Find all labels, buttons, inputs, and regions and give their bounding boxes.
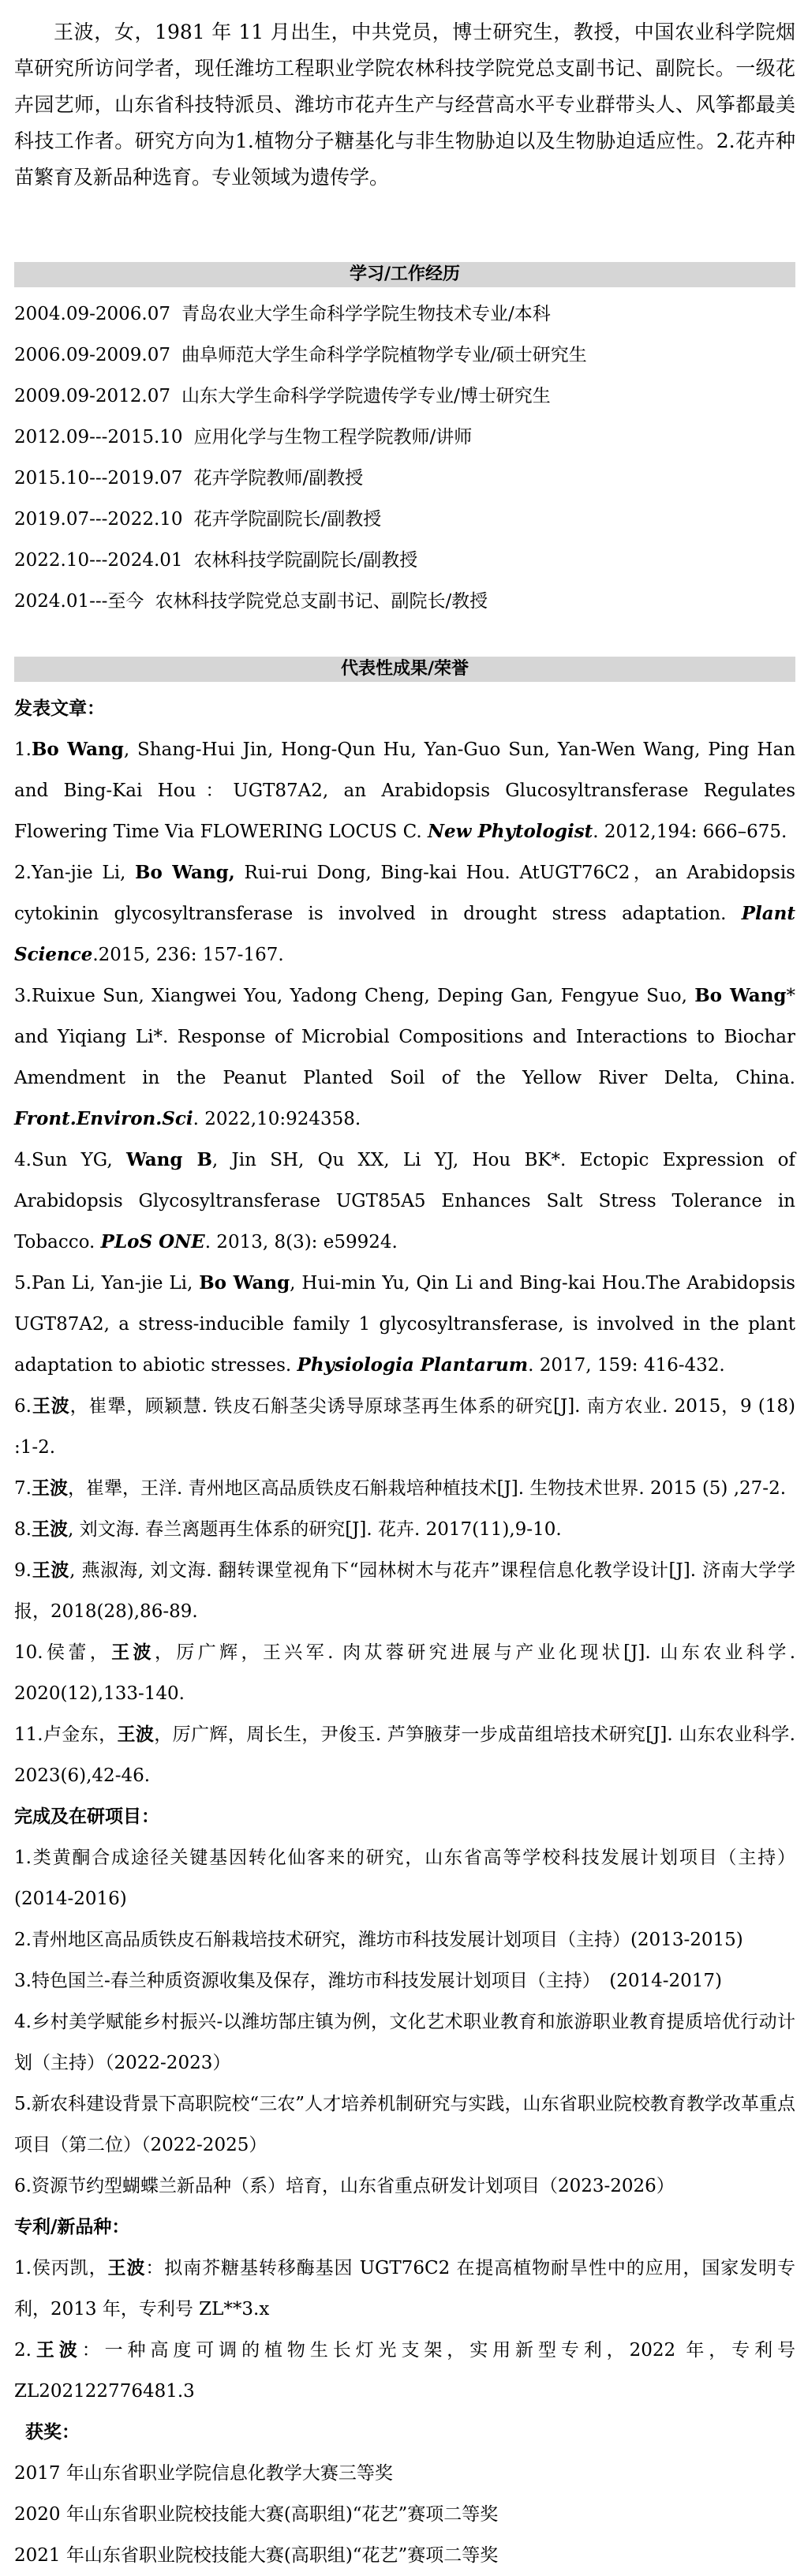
author-highlight: 王波: [31, 1477, 68, 1499]
history-item: [14, 499, 795, 540]
history-item: [14, 376, 795, 417]
award-entry: 2021 年山东省职业院校技能大赛(高职组)“花艺”赛项二等奖: [14, 2545, 499, 2566]
history-desc: 曲阜师范大学生命科学学院植物学专业/硕士研究生: [181, 345, 587, 365]
publication-entry: 2.Yan-jie Li, Bo Wang, Rui-rui Dong, Bing-kai Hou. AtUGT76C2，an Arabidopsis cytokinin glycosyltransferase is involved in drought stress adaptation. Plant Science.2015, 236: 157-167.: [14, 862, 795, 965]
project-entry: 4.乡村美学赋能乡村振兴-以潍坊郜庄镇为例，文化艺术职业教育和旅游职业教育提质培优行动计划（主持）（2022-2023）: [14, 2012, 795, 2073]
history-desc: 应用化学与生物工程学院教师/讲师: [193, 427, 473, 447]
history-period: 2015.10---2019.07: [14, 468, 183, 489]
project-entry: 1.类黄酮合成途径关键基因转化仙客来的研究，山东省高等学校科技发展计划项目（主持）(2014-2016): [14, 1848, 795, 1909]
author-highlight: 王波: [117, 1724, 155, 1745]
project-entry: 5.新农科建设背景下高职院校“三农”人才培养机制研究与实践，山东省职业院校教育教学改革重点项目（第二位）（2022-2025）: [14, 2094, 795, 2155]
author-highlight: Bo Wang: [199, 1272, 290, 1294]
award-entry: 2017 年山东省职业学院信息化教学大赛三等奖: [14, 2463, 393, 2484]
journal-name: New Phytologist: [427, 821, 593, 842]
patents-title: 专利/新品种：: [14, 2217, 130, 2237]
bio-intro: [14, 14, 795, 196]
history-item: [14, 294, 795, 335]
publication-entry: 8.王波, 刘文海. 春兰离题再生体系的研究[J]. 花卉. 2017(11),9-10.: [14, 1518, 562, 1540]
history-period: 2022.10---2024.01: [14, 550, 183, 571]
history-period: 2012.09---2015.10: [14, 427, 183, 447]
project-entry: 3.特色国兰-春兰种质资源收集及保存，潍坊市科技发展计划项目（主持） (2014-2017): [14, 1971, 722, 1991]
projects-title: 完成及在研项目：: [14, 1807, 159, 1827]
publications-title: 发表文章：: [14, 698, 105, 719]
journal-name: PLoS ONE: [100, 1231, 205, 1252]
history-period: 2024.01---至今: [14, 591, 144, 612]
publication-entry: 9.王波, 燕淑海, 刘文海. 翻转课堂视角下“园林树木与花卉”课程信息化教学设计[J]. 济南大学学报，2018(28),86-89.: [14, 1559, 796, 1622]
history-period: 2019.07---2022.10: [14, 509, 183, 530]
history-desc: 农林科技学院党总支副书记、副院长/教授: [155, 591, 488, 612]
project-entry: 6.资源节约型蝴蝶兰新品种（系）培育，山东省重点研发计划项目（2023-2026）: [14, 2176, 675, 2196]
history-desc: 花卉学院副院长/副教授: [193, 509, 382, 530]
history-desc: 青岛农业大学生命科学学院生物技术专业/本科: [181, 304, 551, 324]
publication-entry: 10.侯蕾，王波，厉广辉，王兴军. 肉苁蓉研究进展与产业化现状[J]. 山东农业科学. 2020(12),133-140.: [14, 1642, 796, 1704]
publication-entry: 3.Ruixue Sun, Xiangwei You, Yadong Cheng, Deping Gan, Fengyue Suo, Bo Wang* and Yiqiang Li*. Response of Microbial Compositions and Interactions to Biochar Amendment in the Peanut Planted Soil of the Yellow River Delta, China. Front.Environ.Sci. 2022,10:924358.: [14, 985, 796, 1129]
history-list: [14, 294, 795, 622]
bio-paragraph: 王波，女，1981 年 11 月出生，中共党员，博士研究生，教授，中国农业科学院烟草研究所访问学者，现任潍坊工程职业学院农林科技学院党总支副书记、副院长。一级花卉园艺师，山东省科技特派员、潍坊市花卉生产与经营高水平专业群带头人、风筝都最美科技工作者。研究方向为1.植物分子糖基化与非生物胁迫以及生物胁迫适应性。2.花卉种苗繁育及新品种选育。专业领域为遗传学。: [14, 21, 795, 189]
history-item: [14, 540, 795, 581]
history-section-header: 学习/工作经历: [14, 262, 795, 287]
patent-entry: 1.侯丙凯，王波：拟南芥糖基转移酶基因 UGT76C2 在提高植物耐旱性中的应用，国家发明专利，2013 年，专利号 ZL**3.x: [14, 2257, 796, 2320]
history-item: [14, 581, 795, 622]
author-highlight: 王波: [107, 2257, 146, 2278]
project-entry: 2.青州地区高品质铁皮石斛栽培技术研究，潍坊市科技发展计划项目（主持）(2013-2015): [14, 1930, 743, 1950]
history-period: 2006.09-2009.07: [14, 345, 170, 365]
publication-entry: 1.Bo Wang, Shang-Hui Jin, Hong-Qun Hu, Yan-Guo Sun, Yan-Wen Wang, Ping Han and Bing-Kai Hou：UGT87A2, an Arabidopsis Glucosyltransferase Regulates Flowering Time Via FLOWERING LOCUS C. New Phytologist. 2012,194: 666–675.: [14, 739, 796, 842]
author-highlight: Bo Wang,: [135, 862, 235, 883]
patent-entry: 2.王波：一种高度可调的植物生长灯光支架，实用新型专利，2022 年，专利号 ZL202122776481.3: [14, 2339, 795, 2402]
publication-entry: 4.Sun YG, Wang B, Jin SH, Qu XX, Li YJ, Hou BK*. Ectopic Expression of Arabidopsis Glycosyltransferase UGT85A5 Enhances Salt Stress Tolerance in Tobacco. PLoS ONE. 2013, 8(3): e59924.: [14, 1149, 795, 1252]
history-period: 2004.09-2006.07: [14, 304, 170, 324]
journal-name: Physiologia Plantarum: [297, 1354, 529, 1376]
award-entry: 2020 年山东省职业院校技能大赛(高职组)“花艺”赛项二等奖: [14, 2504, 499, 2525]
publication-entry: 5.Pan Li, Yan-jie Li, Bo Wang, Hui-min Yu, Qin Li and Bing-kai Hou.The Arabidopsis UGT87A2, a stress-inducible family 1 glycosyltransferase, is involved in the plant adaptation to abiotic stresses. Physiologia Plantarum. 2017, 159: 416-432.: [14, 1272, 795, 1376]
author-highlight: 王波: [31, 1395, 70, 1417]
author-highlight: 王波: [31, 2339, 82, 2361]
publication-entry: 6.王波，崔犟，顾颖慧. 铁皮石斛茎尖诱导原球茎再生体系的研究[J]. 南方农业. 2015，9 (18) :1-2.: [14, 1395, 795, 1458]
publication-entry: 11.卢金东，王波，厉广辉，周长生，尹俊玉. 芦笋腋芽一步成苗组培技术研究[J]. 山东农业科学. 2023(6),42-46.: [14, 1724, 795, 1786]
history-item: [14, 458, 795, 499]
history-desc: 农林科技学院副院长/副教授: [193, 550, 418, 571]
author-highlight: 王波: [111, 1642, 155, 1663]
author-highlight: 王波: [31, 1559, 70, 1581]
awards-title: 获奖：: [25, 2422, 80, 2443]
author-highlight: Bo Wang: [694, 985, 787, 1006]
history-item: [14, 417, 795, 458]
history-period: 2009.09-2012.07: [14, 386, 170, 406]
achievements-section-header: 代表性成果/荣誉: [14, 657, 795, 682]
achievements-body: [14, 688, 795, 2576]
history-desc: 山东大学生命科学学院遗传学专业/博士研究生: [181, 386, 551, 406]
author-highlight: Bo Wang: [31, 739, 124, 760]
history-item: [14, 335, 795, 376]
journal-name: Front.Environ.Sci: [14, 1108, 193, 1129]
author-highlight: Wang B: [125, 1149, 212, 1170]
publication-entry: 7.王波，崔犟，王洋. 青州地区高品质铁皮石斛栽培种植技术[J]. 生物技术世界. 2015 (5) ,27-2.: [14, 1477, 787, 1499]
author-highlight: 王波: [31, 1518, 68, 1540]
history-desc: 花卉学院教师/副教授: [193, 468, 364, 489]
journal-name: Plant Science: [14, 903, 795, 965]
